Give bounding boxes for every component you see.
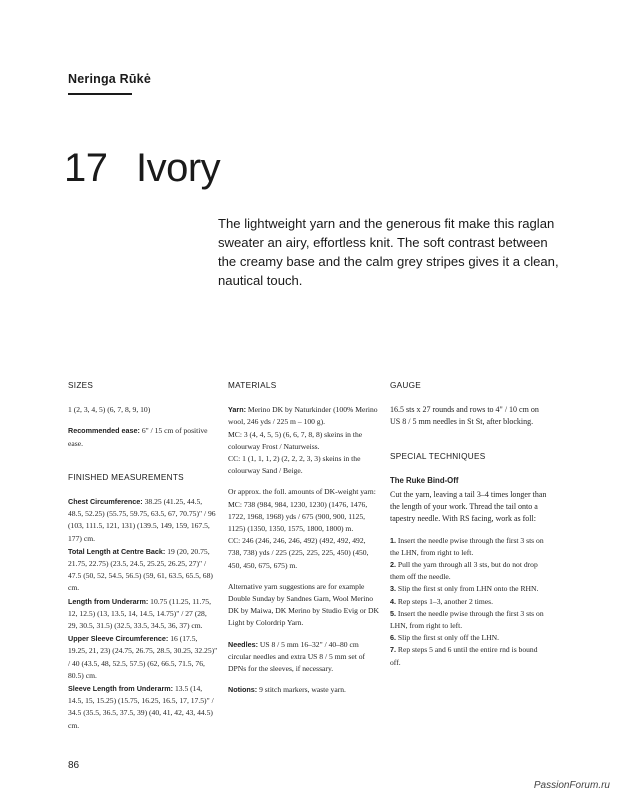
notions-value: 9 stitch markers, waste yarn.: [259, 685, 346, 695]
needles-label: Needles:: [228, 639, 258, 649]
measurement-item: [68, 596, 218, 633]
gauge-heading: GAUGE: [390, 381, 422, 390]
step-item: [390, 559, 550, 583]
column-gauge: [390, 380, 550, 669]
step-number: 1.: [390, 535, 396, 545]
measurement-value: 19 (20, 20.75, 21.75, 22.75) (23.5, 24.5, 25.25, 26.25, 27)" / 47.5 (50, 52, 54.5, 56.5) (59, 61, 63.5, 65.5, 68) cm.: [68, 546, 213, 593]
step-item: [390, 632, 550, 644]
materials-needles: [228, 639, 380, 676]
pattern-name: Ivory: [136, 146, 221, 190]
ease-label: Recommended ease:: [68, 426, 140, 436]
measurement-item: [68, 683, 218, 732]
materials-mc-amounts: MC: 738 (984, 984, 1230, 1230) (1476, 1476, 1722, 1968, 1968) yds / 675 (900, 900, 1125, 1125) (1350, 1350, 1575, 1800, 1800) m.: [228, 499, 368, 534]
measurement-label: Length from Underarm:: [68, 596, 149, 606]
measurement-item: [68, 633, 218, 682]
materials-notions: [228, 684, 380, 696]
sizes-heading: SIZES: [68, 381, 94, 390]
materials-cc-amounts: CC: 246 (246, 246, 246, 492) (492, 492, 492, 738, 738) yds / 225 (225, 225, 225, 450) (450, 450, 450, 675, 675) m.: [228, 536, 369, 570]
special-intro: Cut the yarn, leaving a tail 3–4 times longer than the length of your work. Thread the tail onto a tapestry needle. With RS facing, work as foll:: [390, 490, 547, 524]
step-item: [390, 608, 550, 632]
step-number: 4.: [390, 596, 396, 606]
gauge-text: 16.5 sts x 27 rounds and rows to 4" / 10 cm on US 8 / 5 mm needles in St St, after blocking.: [390, 405, 539, 427]
designer-name: Neringa Rūkė: [68, 72, 151, 86]
step-number: 2.: [390, 560, 396, 570]
materials-alternatives: Alternative yarn suggestions are for example Double Sunday by Sandnes Garn, Wool Merino DK by Maiwa, DK Merino by Studio Evig or DK Light by Colordrip Yarn.: [228, 581, 380, 628]
step-text: Pull the yarn through all 3 sts, but do not drop them off the needle.: [390, 560, 538, 582]
pattern-title: [64, 146, 220, 191]
step-text: Rep steps 5 and 6 until the entire rnd is bound off.: [390, 645, 538, 667]
sizes-list: 1 (2, 3, 4, 5) (6, 7, 8, 9, 10): [68, 405, 151, 415]
step-number: 3.: [390, 584, 396, 594]
column-sizes: [68, 380, 218, 733]
step-item: [390, 583, 550, 595]
step-number: 5.: [390, 608, 396, 618]
measurement-label: Chest Circumference:: [68, 497, 143, 507]
designer-underline: [68, 93, 132, 95]
special-subheading: The Ruke Bind-Off: [390, 475, 459, 485]
measurement-value: 16 (17.5, 19.25, 21, 23) (24.75, 26.75, 28.5, 30.25, 32.25)" / 40 (43.5, 48, 52.5, 57.5) (62, 66.5, 71.5, 76, 80.5) cm.: [68, 634, 218, 680]
step-text: Slip the first st only off the LHN.: [397, 633, 500, 643]
step-text: Rep steps 1–3, another 2 times.: [397, 596, 494, 606]
notions-label: Notions:: [228, 685, 258, 695]
measurement-label: Total Length at Centre Back:: [68, 546, 166, 556]
step-text: Slip the first st only from LHN onto the RHN.: [397, 584, 539, 594]
page-number: 86: [68, 760, 80, 771]
step-item: [390, 535, 550, 559]
materials-approx: Or approx. the foll. amounts of DK-weight yarn:: [228, 487, 376, 497]
step-text: Insert the needle pwise through the first 3 sts on the LHN, from right to left.: [390, 535, 544, 557]
materials-heading: MATERIALS: [228, 381, 277, 390]
measurement-value: 38.25 (41.25, 44.5, 48.5, 52.25) (55.75, 59.75, 63.5, 67, 70.75)" / 96 (103, 111.5, 121, 131) (139.5, 149, 159, 167.5, 177) cm.: [68, 497, 216, 543]
watermark: PassionForum.ru: [533, 780, 610, 791]
column-materials: [228, 380, 380, 705]
measurement-item: [68, 496, 218, 545]
materials-cc: CC: 1 (1, 1, 1, 2) (2, 2, 2, 3, 3) skeins in the colourway Sand / Beige.: [228, 454, 361, 476]
yarn-value: Merino DK by Naturkinder (100% Merino wool, 246 yds / 225 m – 100 g).: [228, 405, 378, 427]
step-text: Insert the needle pwise through the first 3 sts on LHN, from right to left.: [390, 608, 544, 631]
measurement-label: Sleeve Length from Underarm:: [68, 684, 174, 694]
yarn-label: Yarn:: [228, 405, 246, 415]
materials-yarn: [228, 404, 380, 428]
recommended-ease: [68, 425, 218, 449]
materials-mc: MC: 3 (4, 4, 5, 5) (6, 6, 7, 8, 8) skeins in the colourway Frost / Naturweiss.: [228, 429, 363, 451]
special-steps: [390, 535, 550, 669]
finished-measurements: [68, 496, 218, 732]
measurement-value: 13.5 (14, 14.5, 15, 15.25) (15.75, 16.25, 16.5, 17, 17.5)" / 34.5 (35.5, 36.5, 37.5, 39) (40, 41, 42, 43, 44.5) cm.: [68, 684, 214, 730]
measurement-label: Upper Sleeve Circumference:: [68, 634, 169, 644]
special-heading: SPECIAL TECHNIQUES: [390, 451, 486, 461]
pattern-number: 17: [64, 146, 108, 190]
needles-value: US 8 / 5 mm 16–32" / 40–80 cm circular needles and extra US 8 / 5 mm set of DPNs for the sleeves, if necessary.: [228, 639, 366, 674]
step-item: [390, 644, 550, 668]
measurement-value: 10.75 (11.25, 11.75, 12, 12.5) (13, 13.5, 14, 14.5, 14.75)" / 27 (28, 29, 30.5, 31.5) (32.5, 33.5, 34.5, 36, 37) cm.: [68, 596, 211, 631]
step-number: 7.: [390, 645, 396, 655]
step-number: 6.: [390, 633, 396, 643]
intro-paragraph: The lightweight yarn and the generous fit make this raglan sweater an airy, effortless knit. The soft contrast between the creamy base and the calm grey stripes gives it a clean, nautical touch.: [218, 216, 559, 288]
finished-heading: FINISHED MEASUREMENTS: [68, 472, 184, 482]
ease-value: 6" / 15 cm of positive ease.: [68, 426, 208, 448]
measurement-item: [68, 546, 218, 595]
step-item: [390, 596, 550, 608]
